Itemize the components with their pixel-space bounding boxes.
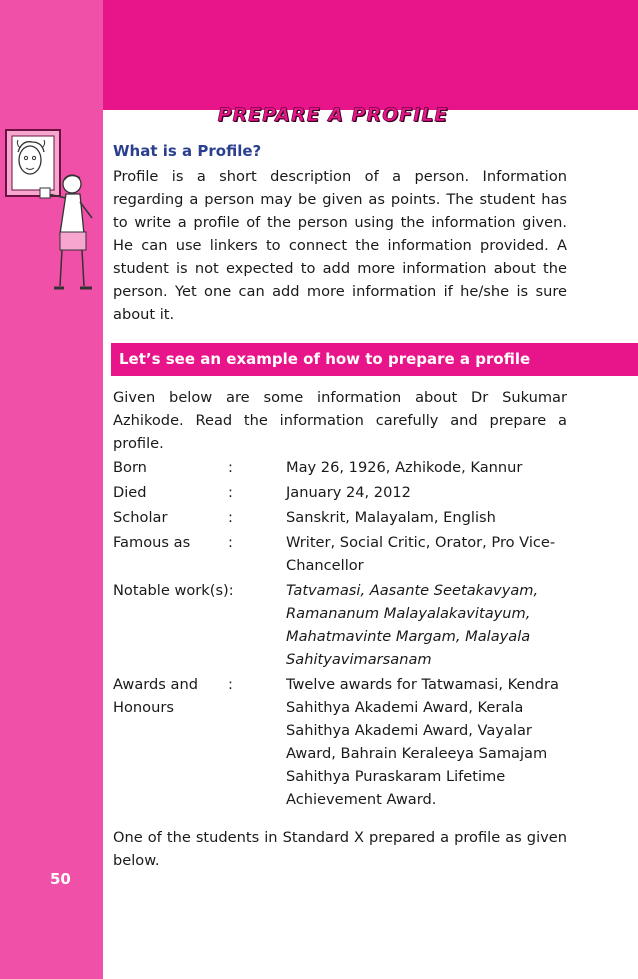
info-value: May 26, 1926, Azhikode, Kannur <box>286 459 523 476</box>
page-title: PREPARE A PROFILE <box>217 104 449 126</box>
info-colon: : <box>228 484 233 501</box>
profile-info-table <box>113 456 573 813</box>
top-header-band <box>103 0 638 110</box>
info-row-died <box>113 481 573 504</box>
info-row-notable <box>113 579 573 671</box>
intro-paragraph: Profile is a short description of a person. Information regarding a person may be given as points. The student has to write a profile of the person using the information given. He can use linkers to connect the information provided. A student is not expected to add more information about the person. Yet one can add more information if he/she is sure about it. <box>113 168 567 323</box>
given-paragraph: Given below are some information about Dr Sukumar Azhikode. Read the information carefully and prepare a profile. <box>113 389 567 452</box>
info-label: Died <box>113 484 147 501</box>
closing-paragraph: One of the students in Standard X prepared a profile as given below. <box>113 829 567 869</box>
example-heading-text: Let’s see an example of how to prepare a profile <box>119 350 531 368</box>
page-number: 50 <box>50 870 71 888</box>
what-is-profile-heading: What is a Profile? <box>113 142 262 160</box>
info-colon: : <box>228 534 233 551</box>
info-row-born <box>113 456 573 479</box>
info-row-famous <box>113 531 573 577</box>
info-label: Notable work(s): <box>113 582 234 599</box>
info-colon: : <box>228 676 233 693</box>
boy-drawing-portrait-illustration <box>0 122 100 302</box>
info-label: Awards and Honours <box>113 676 198 716</box>
example-heading-bar <box>111 343 638 376</box>
info-label: Famous as <box>113 534 191 551</box>
info-row-awards <box>113 673 573 811</box>
info-value: January 24, 2012 <box>286 484 411 501</box>
info-value: Twelve awards for Tatwamasi, Kendra Sahithya Akademi Award, Kerala Sahithya Akademi Award, Vayalar Award, Bahrain Keraleeya Samajam Sahithya Puraskaram Lifetime Achievement Award. <box>286 676 559 808</box>
info-value: Sanskrit, Malayalam, English <box>286 509 496 526</box>
info-value: Writer, Social Critic, Orator, Pro Vice-Chancellor <box>286 534 556 574</box>
info-label: Born <box>113 459 147 476</box>
info-row-scholar <box>113 506 573 529</box>
info-label: Scholar <box>113 509 168 526</box>
info-colon: : <box>228 459 233 476</box>
info-value: Tatvamasi, Aasante Seetakavyam, Ramananum Malayalakavitayum, Mahatmavinte Margam, Malayala Sahityavimarsanam <box>286 582 539 668</box>
info-colon: : <box>228 509 233 526</box>
